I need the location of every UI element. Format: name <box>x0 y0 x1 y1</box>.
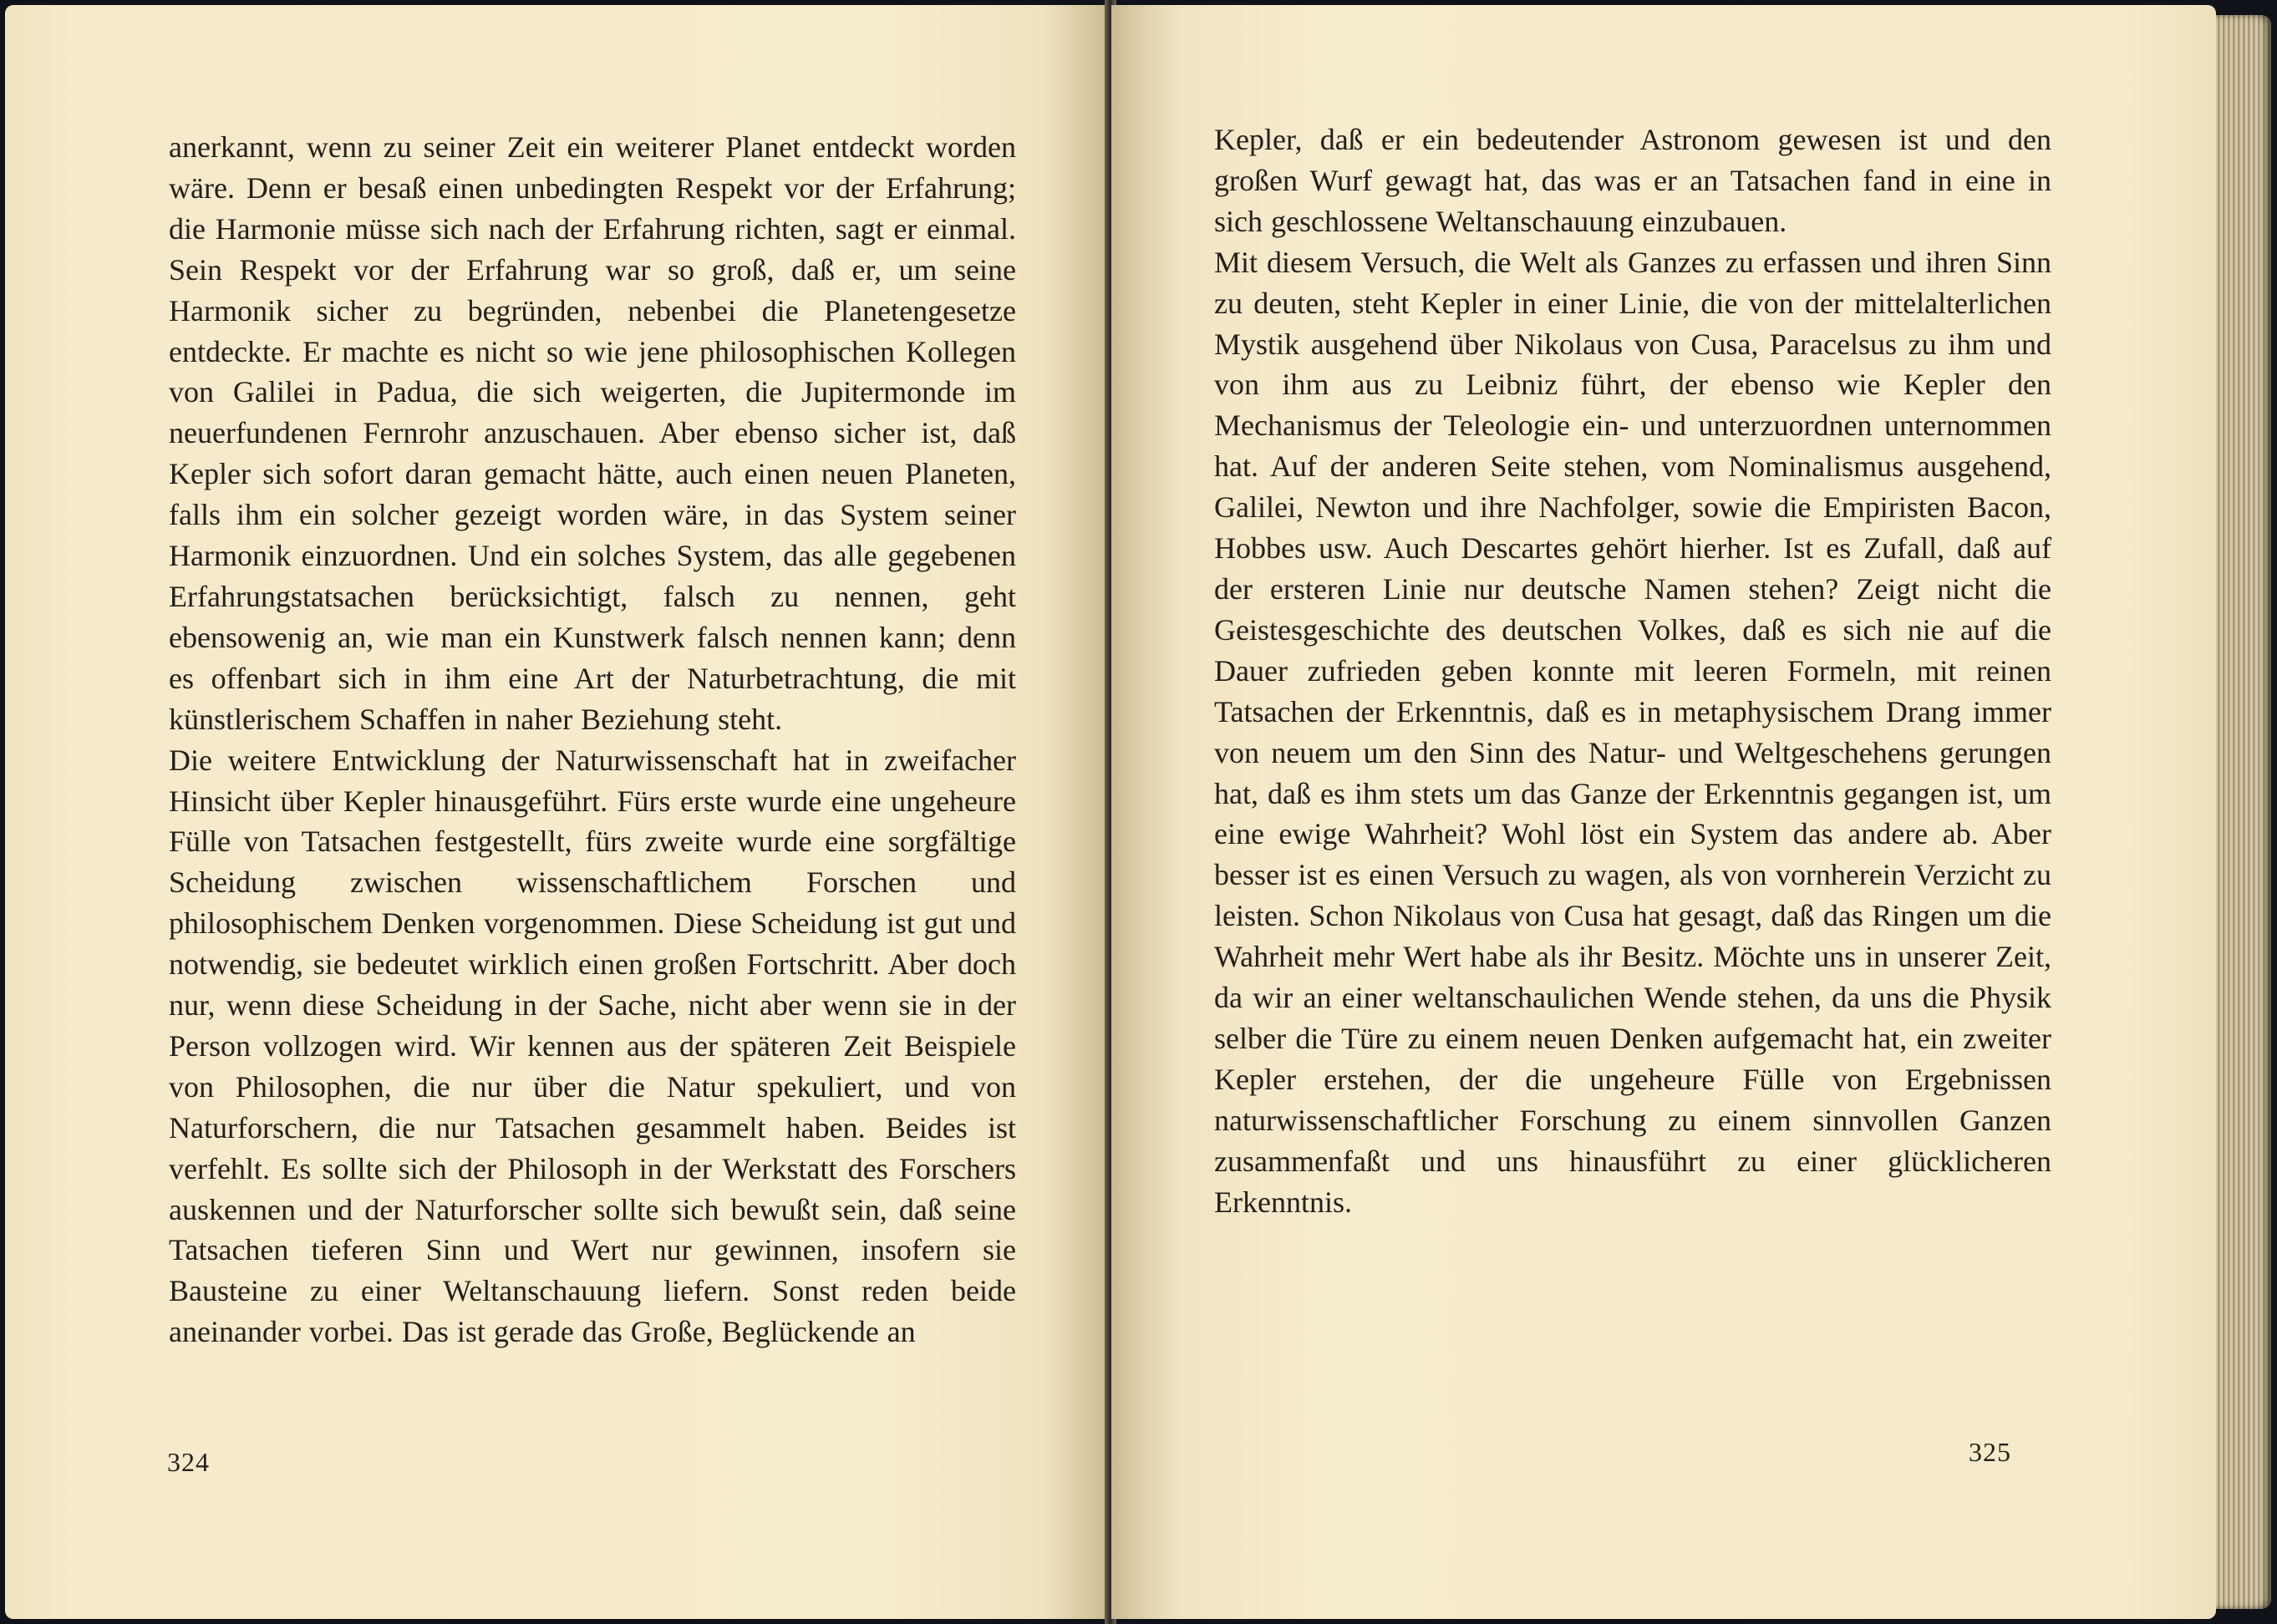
right-page-text <box>1214 119 2051 1222</box>
paragraph: anerkannt, wenn zu seiner Zeit ein weiterer Planet entdeckt worden wäre. Denn er besaß einen unbedingten Respekt vor der Erfahrung; die Harmonie müsse sich nach der Erfahrung richten, sagt er einmal. Sein Respekt vor der Erfahrung war so groß, daß er, um seine Harmonik sicher zu begründen, nebenbei die Planetengesetze entdeckte. Er machte es nicht so wie jene philosophischen Kollegen von Galilei in Padua, die sich weigerten, die Jupitermonde im neuerfundenen Fernrohr anzuschauen. Aber ebenso sicher ist, daß Kepler sich sofort daran gemacht hätte, auch einen neuen Planeten, falls ihm ein solcher gezeigt worden wäre, in das System seiner Harmonik einzuordnen. Und ein solches System, das alle gegebenen Erfahrungstatsachen berücksichtigt, falsch zu nennen, geht ebensowenig an, wie man ein Kunstwerk falsch nennen kann; denn es offenbart sich in ihm eine Art der Naturbetrachtung, die mit künstlerischem Schaffen in naher Beziehung steht. <box>169 130 1016 736</box>
paragraph: Die weitere Entwicklung der Naturwissenschaft hat in zweifacher Hinsicht über Kepler hinausgeführt. Fürs erste wurde eine ungeheure Fülle von Tatsachen festgestellt, fürs zweite wurde eine sorgfältige Scheidung zwischen wissenschaftlichem Forschen und philosophischem Denken vorgenommen. Diese Scheidung ist gut und notwendig, sie bedeutet wirklich einen großen Fortschritt. Aber doch nur, wenn diese Scheidung in der Sache, nicht aber wenn sie in der Person vollzogen wird. Wir kennen aus der späteren Zeit Beispiele von Philosophen, die nur über die Natur spekuliert, und von Naturforschern, die nur Tatsachen gesammelt haben. Beides ist verfehlt. Es sollte sich der Philosoph in der Werkstatt des Forschers auskennen und der Naturforscher sollte sich bewußt sein, daß seine Tatsachen tieferen Sinn und Wert nur gewinnen, insofern sie Bausteine zu einer Weltanschauung liefern. Sonst reden beide aneinander vorbei. Das ist gerade das Große, Beglückende an <box>169 743 1016 1349</box>
left-page-text <box>169 127 1016 1352</box>
left-page <box>5 5 1110 1619</box>
page-edges <box>2216 15 2271 1609</box>
paragraph: Kepler, daß er ein bedeutender Astronom gewesen ist und den großen Wurf gewagt hat, das was er an Tatsachen fand in eine in sich geschlossene Weltanschauung einzubauen. <box>1214 123 2051 238</box>
paragraph: Mit diesem Versuch, die Welt als Ganzes zu erfassen und ihren Sinn zu deuten, steht Kepler in einer Linie, die von der mittelalterlichen Mystik ausgehend über Nikolaus von Cusa, Paracelsus zu ihm und von ihm aus zu Leibniz führt, der ebenso wie Kepler den Mechanismus der Teleologie ein- und unterzuordnen unternommen hat. Auf der anderen Seite stehen, vom Nominalismus ausgehend, Galilei, Newton und ihre Nachfolger, sowie die Empiristen Bacon, Hobbes usw. Auch Descartes gehört hierher. Ist es Zufall, daß auf der ersteren Linie nur deutsche Namen stehen? Zeigt nicht die Geistesgeschichte des deutschen Volkes, daß es sich nie auf die Dauer zufrieden geben konnte mit leeren Formeln, mit reinen Tatsachen der Erkenntnis, daß es in metaphysischem Drang immer von neuem um den Sinn des Natur- und Weltgeschehens gerungen hat, daß es ihm stets um das Ganze der Erkenntnis gegangen ist, um eine ewige Wahrheit? Wohl löst ein System das andere ab. Aber besser ist es einen Versuch zu wagen, als von vornherein Verzicht zu leisten. Schon Nikolaus von Cusa hat gesagt, daß das Ringen um die Wahrheit mehr Wert habe als ihr Besitz. Möchte uns in unserer Zeit, da wir an einer weltanschaulichen Wende stehen, da uns die Physik selber die Türe zu einem neuen Denken aufgemacht hat, ein zweiter Kepler erstehen, der die ungeheure Fülle von Ergebnissen naturwissenschaftlicher Forschung zu einem sinnvollen Ganzen zusammenfaßt und uns hinausführt zu einer glücklicheren Erkenntnis. <box>1214 245 2051 1219</box>
page-number-left: 324 <box>167 1447 210 1477</box>
right-page <box>1111 5 2216 1619</box>
page-number-right: 325 <box>1969 1437 2011 1467</box>
